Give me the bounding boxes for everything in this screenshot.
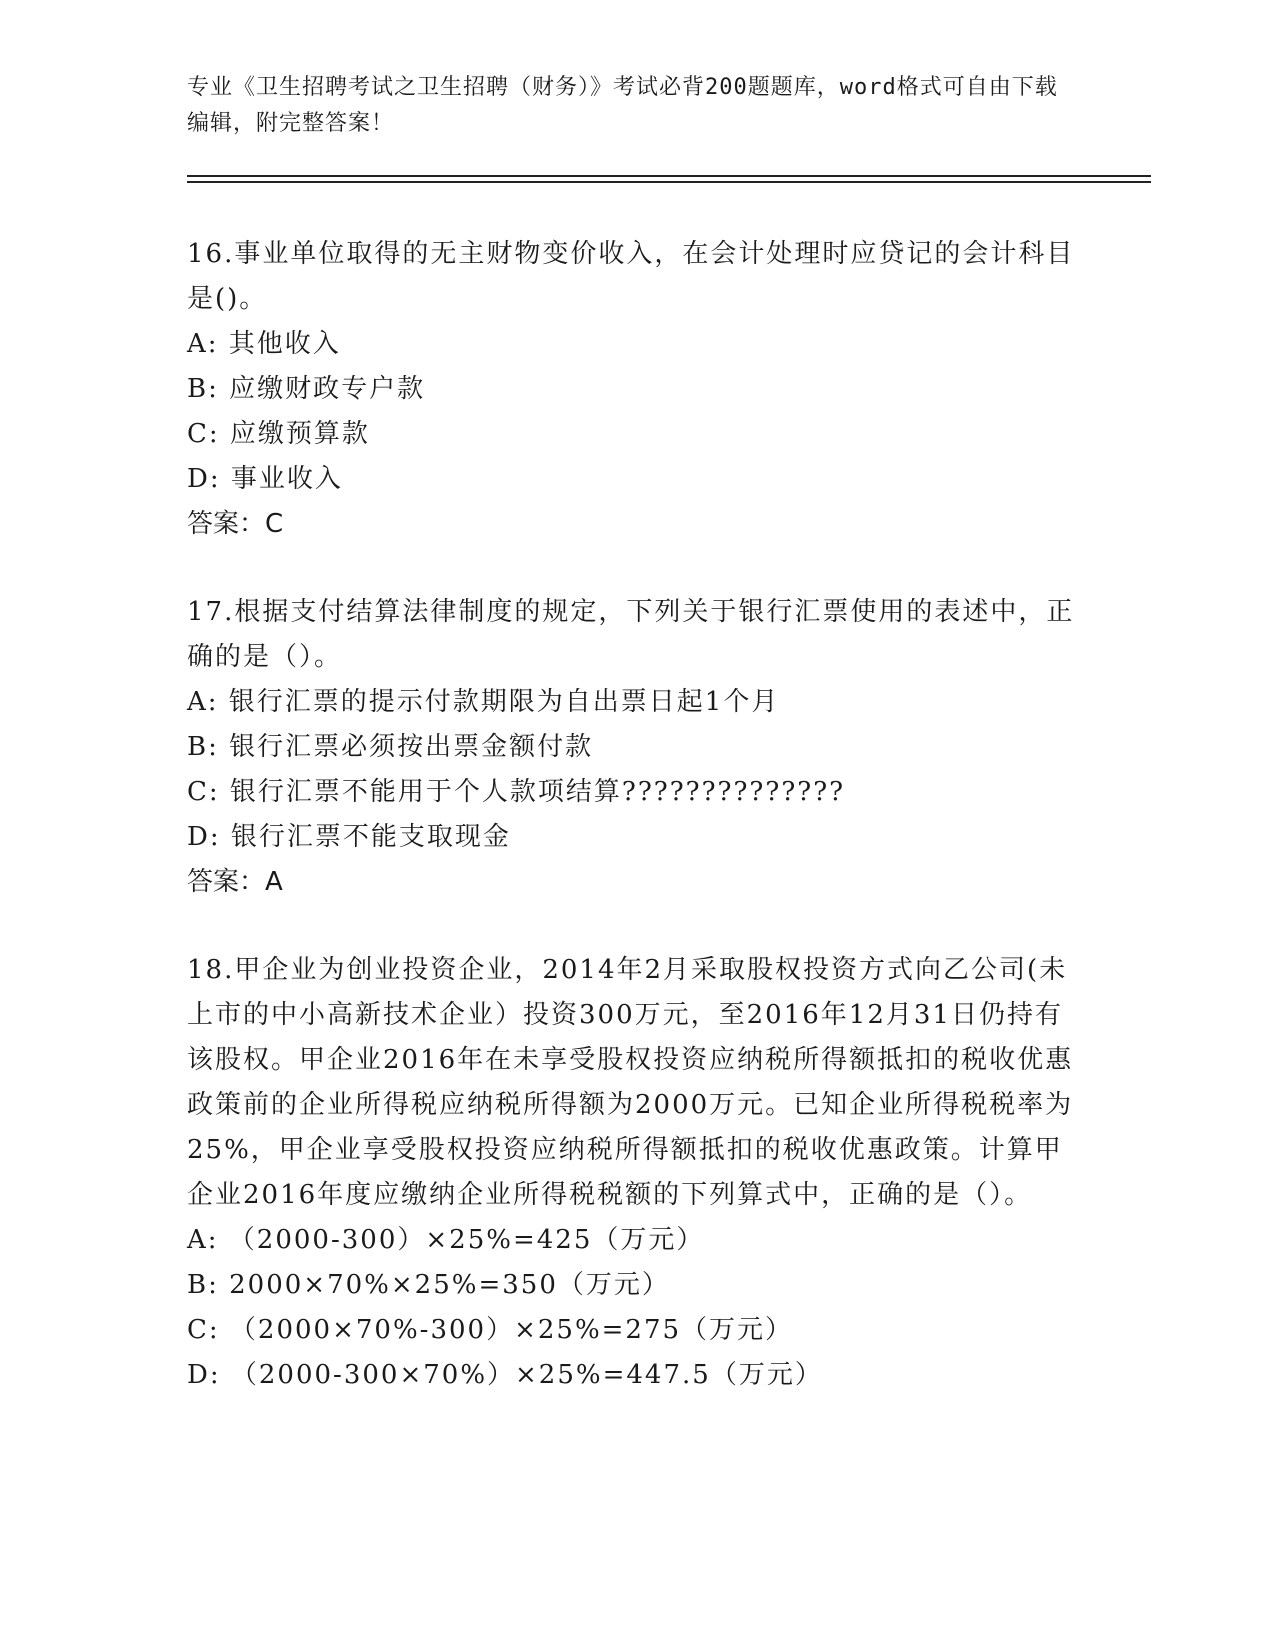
option-c: C: 银行汇票不能用于个人款项结算?????????????? [187,777,846,807]
option-d: D: 银行汇票不能支取现金 [187,822,511,852]
question-17 [187,590,1087,905]
option-d: D: 事业收入 [187,464,343,494]
option-a: A: 银行汇票的提示付款期限为自出票日起1个月 [187,687,780,717]
option-a: A: （2000-300）×25%=425（万元） [187,1225,705,1255]
option-c: C: 应缴预算款 [187,419,370,449]
question-18 [187,948,1087,1398]
option-b: B: 银行汇票必须按出票金额付款 [187,732,594,762]
header-divider-bottom [187,181,1151,183]
option-d: D: （2000-300×70%）×25%=447.5（万元） [187,1360,823,1390]
question-stem: 18.甲企业为创业投资企业，2014年2月采取股权投资方式向乙公司(未上市的中小高新技术企业）投资300万元，至2016年12月31日仍持有该股权。甲企业2016年在未享受股权投资应纳税所得额抵扣的税收优惠政策前的企业所得税应纳税所得额为2000万元。已知企业所得税税率为25%，甲企业享受股权投资应纳税所得额抵扣的税收优惠政策。计算甲企业2016年度应缴纳企业所得税税额的下列算式中，正确的是（）。 [187,955,1074,1210]
option-a: A: 其他收入 [187,329,341,359]
answer-label: 答案：C [187,509,284,539]
option-b: B: 应缴财政专户款 [187,374,426,404]
question-stem: 16.事业单位取得的无主财物变价收入，在会计处理时应贷记的会计科目是()。 [187,239,1075,314]
option-b: B: 2000×70%×25%=350（万元） [187,1270,670,1300]
answer-label: 答案：A [187,867,283,897]
document-header: 专业《卫生招聘考试之卫生招聘（财务）》考试必背200题题库，word格式可自由下载编辑，附完整答案！ [187,75,1058,136]
option-c: C: （2000×70%-300）×25%=275（万元） [187,1315,794,1345]
header-divider-top [187,175,1151,177]
question-list [187,232,1087,1441]
question-16 [187,232,1087,547]
question-stem: 17.根据支付结算法律制度的规定，下列关于银行汇票使用的表述中，正确的是（）。 [187,597,1075,672]
